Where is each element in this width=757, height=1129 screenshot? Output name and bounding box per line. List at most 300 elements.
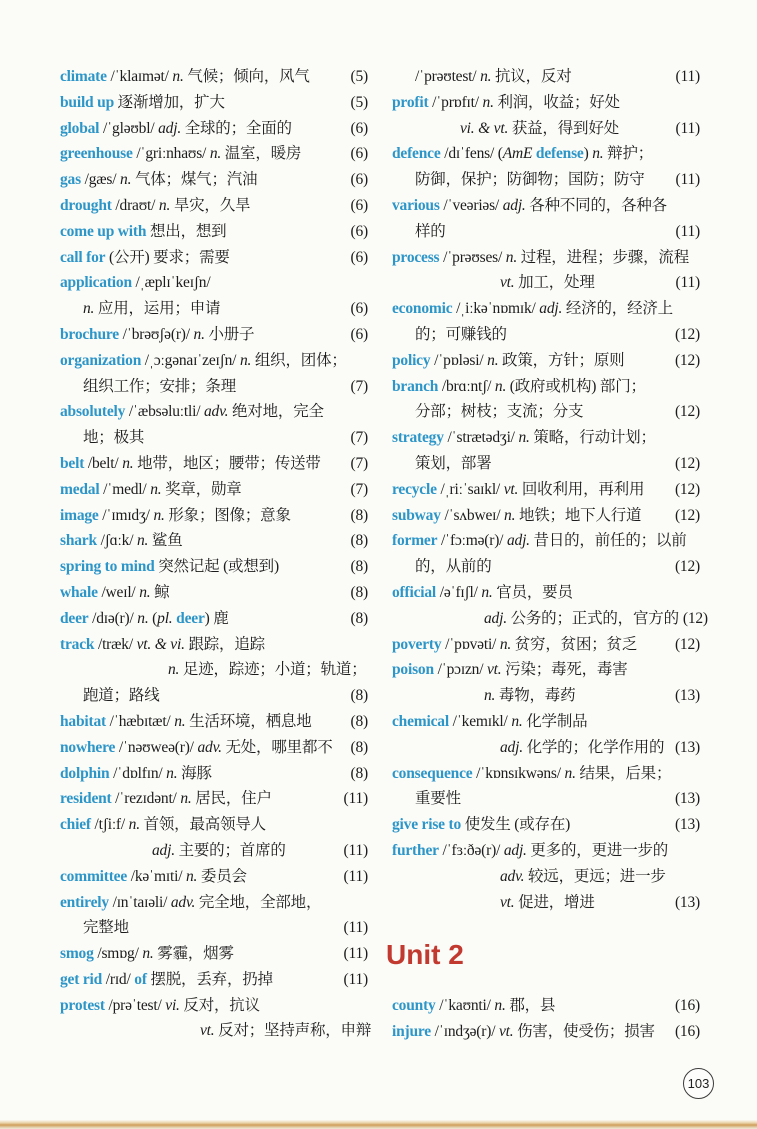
plain-text: /ˈveəriəs/ — [439, 196, 503, 214]
headword: whale — [60, 583, 98, 601]
vocab-entry — [392, 1019, 700, 1045]
vocab-entry — [60, 761, 368, 787]
entry-text — [392, 477, 644, 503]
entry-line — [60, 374, 368, 400]
vocab-entry — [60, 580, 368, 606]
entry-text — [415, 219, 446, 245]
headword: branch — [392, 377, 439, 395]
plain-text: 小册子 — [204, 325, 255, 343]
page-ref: (6) — [350, 222, 368, 240]
entry-line — [60, 270, 368, 296]
plain-text: /weɪl/ — [97, 583, 140, 601]
plain-text: 完全地，全部地， — [195, 893, 322, 911]
headword: official — [392, 583, 437, 601]
entry-text — [415, 399, 583, 425]
plain-text: 鲨鱼 — [148, 532, 183, 550]
plain-text: 策略，行动计划； — [529, 429, 656, 447]
plain-text: 防御，保护；防御物；国防；防守 — [415, 171, 645, 189]
page-ref: (8) — [350, 687, 368, 705]
entry-text — [60, 451, 321, 477]
entry-line — [60, 632, 368, 658]
headword: greenhouse — [60, 145, 133, 163]
entry-text — [60, 219, 226, 245]
pos-label: adj. — [158, 119, 182, 137]
entry-text — [60, 606, 229, 632]
plain-text: 生活环境，栖息地 — [185, 712, 312, 730]
entry-text — [415, 322, 507, 348]
headword: county — [392, 997, 436, 1015]
plain-text: 政策，方针；原则 — [498, 351, 625, 369]
plain-text: 样的 — [415, 222, 446, 240]
headword: medal — [60, 480, 100, 498]
headword: injure — [392, 1023, 431, 1041]
plain-text: 官员，要员 — [492, 583, 573, 601]
headword: gas — [60, 171, 81, 189]
vocab-entry — [392, 90, 700, 142]
plain-text: 地；极其 — [83, 429, 145, 447]
pos-label: adj. — [502, 196, 526, 214]
page-ref: (6) — [350, 248, 368, 266]
entry-text — [60, 399, 324, 425]
headword: subway — [392, 506, 441, 524]
entry-text — [392, 1019, 655, 1045]
plain-text: /ˈnəʊweə(r)/ — [115, 738, 198, 756]
pos-label: vi. — [165, 996, 180, 1014]
entry-text — [152, 838, 286, 864]
page-ref: (7) — [350, 454, 368, 472]
headword: chief — [60, 816, 91, 834]
entry-line — [60, 890, 368, 916]
entry-line — [60, 580, 368, 606]
plain-text: 逐渐增加，扩大 — [114, 93, 225, 111]
vocab-column-left — [60, 64, 372, 1044]
plain-text: 首领，最高领导人 — [139, 816, 266, 834]
entry-text — [392, 193, 667, 219]
entry-line — [392, 528, 700, 554]
plain-text: 化学的；化学作用的 — [522, 738, 665, 756]
entry-text — [392, 993, 555, 1019]
plain-text: 完整地 — [83, 919, 129, 937]
plain-text: /kəˈmɪti/ — [127, 867, 186, 885]
headword: deer — [176, 609, 205, 627]
headword: spring to mind — [60, 558, 155, 576]
plain-text: /belt/ — [84, 454, 123, 472]
entry-line — [60, 425, 368, 451]
plain-text: /ˈkaʊnti/ — [435, 997, 495, 1015]
plain-text: 化学制品 — [522, 712, 588, 730]
plain-text: /tʃiːf/ — [90, 816, 129, 834]
plain-text: 更多的，更进一步的 — [526, 841, 669, 859]
vocab-entry — [60, 90, 368, 116]
vocab-entry — [392, 425, 700, 477]
plain-text: /əˈfɪʃl/ — [436, 583, 482, 601]
page-ref: (7) — [350, 480, 368, 498]
vocab-entry — [60, 503, 368, 529]
pos-label: AmE — [502, 145, 536, 163]
plain-text: /ˌriːˈsaɪkl/ — [436, 480, 504, 498]
plain-text: /ˈɪmɪdʒ/ — [98, 506, 154, 524]
page-ref: (11) — [675, 274, 700, 292]
entry-line — [392, 141, 700, 167]
entry-text — [500, 270, 595, 296]
pos-label: adv. — [170, 893, 196, 911]
plain-text: ) — [583, 145, 593, 163]
headword: build up — [60, 93, 114, 111]
headword: defence — [392, 145, 441, 163]
page-ref: (13) — [674, 738, 700, 756]
plain-text: 委员会 — [197, 867, 247, 885]
plain-text: 居民，住户 — [191, 790, 272, 808]
vocab-entry — [60, 245, 368, 271]
headword: smog — [60, 945, 94, 963]
entry-line — [60, 864, 368, 890]
vocab-entry — [392, 632, 700, 658]
entry-text — [392, 812, 570, 838]
entry-text — [60, 993, 260, 1019]
entry-line — [60, 683, 368, 709]
entry-text — [460, 116, 619, 142]
entry-line — [392, 322, 700, 348]
unit-2-heading: Unit 2 — [386, 939, 464, 971]
entry-line — [392, 167, 700, 193]
entry-text — [392, 425, 656, 451]
pos-label: n. — [499, 635, 512, 653]
plain-text: 旱灾，久旱 — [170, 196, 251, 214]
entry-text — [60, 270, 210, 296]
vocab-entry — [60, 219, 368, 245]
page-ref: (8) — [350, 532, 368, 550]
entry-line — [392, 683, 700, 709]
entry-text — [392, 657, 628, 683]
plain-text: 反对，抗议 — [179, 996, 260, 1014]
pos-label: vt. & vi. — [136, 635, 185, 653]
entry-line — [392, 503, 700, 529]
plain-text: /ˈkɒnsɪkwəns/ — [472, 764, 565, 782]
plain-text: /ˈbrəʊʃə(r)/ — [118, 325, 194, 343]
vocab-entry — [392, 838, 700, 915]
plain-text: 气候；倾向，风气 — [183, 68, 310, 85]
page-ref: (11) — [675, 119, 700, 137]
entry-line — [392, 993, 700, 1019]
plain-text: 郡，县 — [505, 997, 556, 1015]
pos-label: vt. — [486, 661, 502, 679]
plain-text: /prəˈtest/ — [104, 996, 166, 1014]
entry-text — [60, 941, 234, 967]
entry-line — [392, 735, 700, 761]
pos-label: n. — [505, 248, 518, 266]
plain-text: /ˌæplɪˈkeɪʃn/ — [131, 274, 211, 292]
vocab-entry — [60, 451, 368, 477]
plain-text: /ˌiːkəˈnɒmɪk/ — [452, 300, 540, 318]
headword: shark — [60, 532, 97, 550]
entry-text — [60, 709, 312, 735]
vocab-entry — [60, 167, 368, 193]
plain-text: /gæs/ — [80, 171, 121, 189]
vocab-entry — [392, 245, 700, 297]
plain-text: 气体；煤气；汽油 — [131, 171, 258, 189]
vocab-entry — [60, 709, 368, 735]
plain-text: /ˈsʌbweɪ/ — [440, 506, 505, 524]
headword: habitat — [60, 712, 106, 730]
pos-label: n. — [83, 300, 95, 318]
plain-text: 无处，哪里都不 — [221, 738, 333, 756]
plain-text: 抗议，反对 — [491, 68, 572, 85]
entry-line — [392, 270, 700, 296]
pos-label: n. — [480, 68, 492, 85]
pos-label: n. — [518, 429, 530, 447]
plain-text: 分部；树枝；支流；分支 — [415, 403, 584, 421]
pos-label: adj. — [152, 841, 175, 859]
plain-text: /ˈhæbɪtæt/ — [105, 712, 175, 730]
plain-text: 结果，后果； — [575, 764, 672, 782]
plain-text: /dɪə(r)/ — [88, 609, 138, 627]
headword: absolutely — [60, 403, 126, 421]
page-ref: (6) — [350, 300, 368, 318]
headword: climate — [60, 68, 107, 85]
entry-text — [484, 606, 679, 632]
entry-text — [392, 296, 673, 322]
vocab-entry — [60, 193, 368, 219]
page-ref: (16) — [674, 997, 700, 1015]
vocab-entry — [60, 116, 368, 142]
pos-label: adj. — [503, 841, 527, 859]
headword: former — [392, 532, 438, 550]
plain-text: 鲸 — [150, 583, 170, 601]
entry-line — [60, 709, 368, 735]
pos-label: adj. — [484, 609, 507, 627]
plain-text: /ʃɑːk/ — [96, 532, 137, 550]
page-ref: (6) — [350, 196, 368, 214]
vocab-entry — [60, 735, 368, 761]
vocab-entry — [60, 64, 368, 90]
vocab-entry — [392, 477, 700, 503]
entry-line — [392, 786, 700, 812]
plain-text: /ˈkemɪkl/ — [448, 712, 512, 730]
entry-text — [83, 296, 220, 322]
entry-text — [168, 657, 367, 683]
plain-text: 的，从前的 — [415, 558, 492, 576]
plain-text: 回收利用，再利用 — [518, 480, 645, 498]
entry-line — [60, 90, 368, 116]
page-ref: (16) — [674, 1023, 700, 1041]
entry-text — [392, 709, 587, 735]
plain-text: /ˈgləʊbl/ — [99, 119, 159, 137]
pos-label: n. — [174, 712, 186, 730]
vocab-entry — [60, 606, 368, 632]
plain-text: 毒物，毒药 — [495, 687, 576, 705]
plain-text: 形象；图像；意象 — [164, 506, 291, 524]
plain-text: 利润，收益；好处 — [493, 93, 620, 111]
page-ref: (12) — [674, 635, 700, 653]
page-ref: (11) — [675, 68, 700, 85]
pos-label: adj. — [500, 738, 523, 756]
headword: call for — [60, 248, 106, 266]
plain-text: /draʊt/ — [111, 196, 159, 214]
plain-text: /ɪnˈtaɪəli/ — [108, 893, 171, 911]
vocab-entry — [392, 580, 708, 632]
entry-text — [60, 64, 310, 90]
pos-label: n. — [142, 945, 154, 963]
page-ref: (8) — [350, 609, 368, 627]
vocab-entry — [60, 477, 368, 503]
entry-line — [392, 219, 700, 245]
entry-line — [60, 528, 368, 554]
entry-line — [60, 735, 368, 761]
entry-text — [392, 90, 620, 116]
entry-line — [392, 296, 700, 322]
pos-label: vt. — [498, 1023, 514, 1041]
plain-text: 经济的，经济上 — [562, 300, 673, 318]
entry-line — [60, 1018, 372, 1044]
plain-text: 昔日的，前任的；以前 — [529, 532, 687, 550]
page-ref: (12) — [674, 325, 700, 343]
page-ref: (11) — [343, 867, 368, 885]
vocab-entry — [392, 709, 700, 761]
pos-label: n. — [482, 93, 494, 111]
plain-text: 想出，想到 — [146, 222, 227, 240]
entry-line — [60, 116, 368, 142]
entry-text — [392, 503, 641, 529]
entry-text — [500, 864, 666, 890]
entry-text — [500, 735, 664, 761]
entry-text — [83, 683, 160, 709]
plain-text: 贫穷，贫困；贫乏 — [511, 635, 638, 653]
entry-line — [392, 890, 700, 916]
entry-line — [60, 967, 368, 993]
page-ref: (7) — [350, 429, 368, 447]
entry-line — [392, 606, 708, 632]
entry-line — [60, 399, 368, 425]
pos-label: n. — [239, 351, 252, 369]
plain-text: /ˈklaɪmət/ — [106, 68, 173, 85]
plain-text: 足迹，踪迹；小道；轨道； — [179, 661, 367, 679]
headword: track — [60, 635, 95, 653]
headword: of — [134, 970, 147, 988]
page-ref: (12) — [674, 506, 700, 524]
pos-label: n. — [209, 145, 222, 163]
vocab-entry — [392, 503, 700, 529]
entry-line — [392, 554, 700, 580]
headword: chemical — [392, 712, 449, 730]
vocab-entry — [60, 528, 368, 554]
entry-line — [392, 116, 700, 142]
headword: deer — [60, 609, 89, 627]
page-ref: (12) — [674, 480, 700, 498]
pos-label: vt. — [200, 1022, 215, 1040]
entry-line — [392, 1019, 700, 1045]
plain-text: /ˈprəʊses/ — [439, 248, 506, 266]
page-ref: (12) — [682, 609, 708, 627]
entry-line — [60, 993, 368, 1019]
page-ref: (8) — [350, 712, 368, 730]
pos-label: adv. — [500, 867, 525, 885]
entry-text — [60, 141, 301, 167]
entry-line — [392, 90, 700, 116]
page-ref: (11) — [343, 790, 368, 808]
headword: resident — [60, 790, 112, 808]
pos-label: n. — [180, 790, 192, 808]
plain-text: 反对；坚持声称，申辩 — [214, 1022, 372, 1040]
entry-line — [60, 167, 368, 193]
headword: various — [392, 196, 440, 214]
headword: recycle — [392, 480, 437, 498]
pos-label: pl. — [157, 609, 173, 627]
entry-text — [60, 193, 250, 219]
plain-text: /ˈpɒvəti/ — [441, 635, 500, 653]
page-ref: (5) — [350, 68, 368, 85]
entry-line — [392, 477, 700, 503]
page-ref: (6) — [350, 325, 368, 343]
headword: dolphin — [60, 764, 110, 782]
pos-label: n. — [484, 687, 496, 705]
plain-text: 伤害，使受伤；损害 — [513, 1023, 655, 1041]
pos-label: n. — [511, 712, 523, 730]
pos-label: n. — [494, 377, 507, 395]
entry-line — [60, 915, 368, 941]
vocab-entry — [60, 812, 368, 864]
pos-label: n. — [487, 351, 499, 369]
entry-text — [60, 348, 347, 374]
entry-line — [60, 296, 368, 322]
pos-label: n. — [592, 145, 604, 163]
plain-text: 过程，进程；步骤，流程 — [517, 248, 689, 266]
headword: global — [60, 119, 100, 137]
vocab-entry — [392, 348, 700, 374]
entry-line — [60, 219, 368, 245]
page-ref: (6) — [350, 171, 368, 189]
entry-line — [392, 425, 700, 451]
vocab-entry — [60, 270, 368, 322]
entry-text — [60, 761, 212, 787]
plain-text: /træk/ — [94, 635, 137, 653]
entry-line — [60, 245, 368, 271]
page-ref: (11) — [343, 841, 368, 859]
entry-line — [60, 606, 368, 632]
plain-text: 地铁；地下人行道 — [515, 506, 642, 524]
entry-text — [83, 425, 144, 451]
entry-line — [392, 348, 700, 374]
entry-line — [392, 657, 700, 683]
plain-text: 促进，增进 — [514, 893, 595, 911]
plain-text: 各种不同的，各种各 — [525, 196, 667, 214]
entry-text — [60, 90, 225, 116]
plain-text: 策划，部署 — [415, 454, 492, 472]
pos-label: adj. — [539, 300, 563, 318]
plain-text: ) 鹿 — [204, 609, 229, 627]
headword: organization — [60, 351, 142, 369]
vocab-list-unit1-continued — [392, 64, 708, 915]
page-ref: (8) — [350, 506, 368, 524]
plain-text: /smɒg/ — [93, 945, 143, 963]
plain-text: ( — [148, 609, 158, 627]
pos-label: vt. — [500, 893, 515, 911]
headword: profit — [392, 93, 429, 111]
vocab-entry — [392, 193, 700, 245]
page-ref: (8) — [350, 738, 368, 756]
entry-line — [60, 141, 368, 167]
page-ref: (12) — [674, 454, 700, 472]
headword: nowhere — [60, 738, 116, 756]
plain-text: 绝对地，完全 — [228, 403, 324, 421]
vocab-entry — [392, 761, 700, 813]
plain-text: 组织工作；安排；条理 — [83, 377, 237, 395]
pos-label: n. — [185, 867, 198, 885]
plain-text: 跑道；路线 — [83, 687, 160, 705]
entry-line — [60, 554, 368, 580]
vocab-entry — [392, 993, 700, 1019]
plain-text: /ˈrezɪdənt/ — [111, 790, 181, 808]
entry-text — [415, 554, 492, 580]
